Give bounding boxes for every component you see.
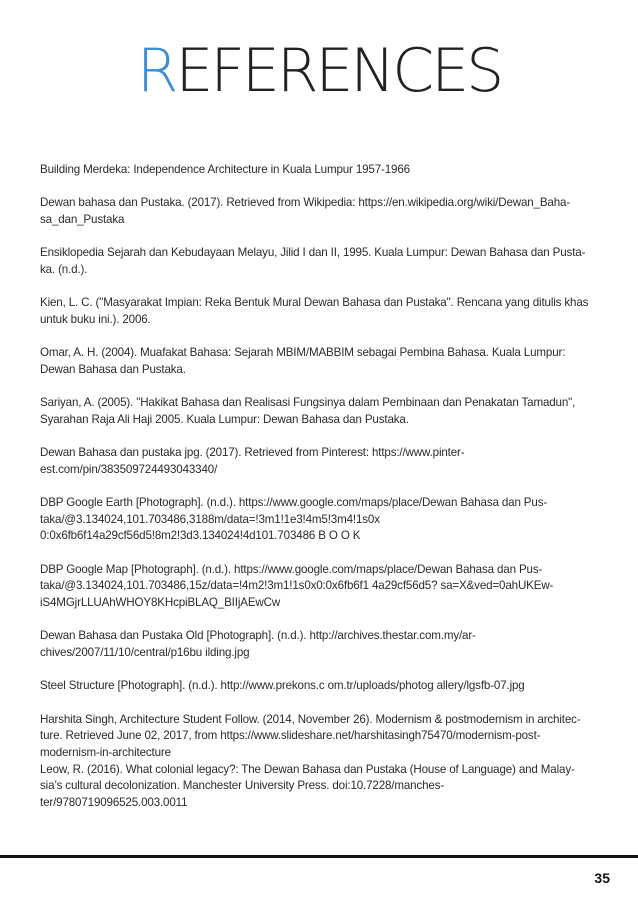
reference-line: Kien, L. C. ("Masyarakat Impian: Reka Bentuk Mural Dewan Bahasa dan Pustaka". Rencana yang ditulis khas bbox=[40, 296, 589, 310]
reference-item bbox=[40, 495, 612, 545]
reference-line: Dewan Bahasa dan Pustaka Old [Photograph]. (n.d.). http://archives.thestar.com.my/ar- bbox=[40, 629, 476, 643]
reference-item bbox=[40, 628, 612, 661]
reference-line: Sariyan, A. (2005). "Hakikat Bahasa dan Realisasi Fungsinya dalam Pembinaan dan Penakatan Tamadun", bbox=[40, 396, 576, 410]
reference-line: chives/2007/11/10/central/p16bu ilding.jpg bbox=[40, 646, 250, 660]
reference-item bbox=[40, 445, 612, 478]
title-rest: EFERENCES bbox=[175, 36, 502, 106]
reference-line: taka/@3.134024,101.703486,15z/data=!4m2!3m1!1s0x0:0x6fb6f1 4a29cf56d5? sa=X&ved=0ahUKEw- bbox=[40, 579, 554, 593]
reference-item bbox=[40, 762, 612, 812]
reference-line: Dewan Bahasa dan Pustaka. bbox=[40, 362, 186, 376]
reference-line: Harshita Singh, Architecture Student Follow. (2014, November 26). Modernism & postmodernism in architec- bbox=[40, 712, 581, 726]
reference-line: modernism-in-architecture bbox=[40, 746, 171, 760]
reference-line: Omar, A. H. (2004). Muafakat Bahasa: Sejarah MBIM/MABBIM sebagai Pembina Bahasa. Kuala Lumpur: bbox=[40, 346, 566, 360]
reference-line: Steel Structure [Photograph]. (n.d.). http://www.prekons.c om.tr/uploads/photog allery/lgsfb-07.jpg bbox=[40, 679, 525, 693]
reference-line: Dewan Bahasa dan pustaka jpg. (2017). Retrieved from Pinterest: https://www.pinter- bbox=[40, 446, 465, 460]
reference-item bbox=[40, 395, 612, 428]
reference-line: untuk buku ini.). 2006. bbox=[40, 312, 151, 326]
reference-line: Dewan bahasa dan Pustaka. (2017). Retrieved from Wikipedia: https://en.wikipedia.org/wiki/Dewan_Baha- bbox=[40, 196, 571, 210]
reference-item bbox=[40, 245, 612, 278]
reference-line: Ensiklopedia Sejarah dan Kebudayaan Melayu, Jilid I dan II, 1995. Kuala Lumpur: Dewan Bahasa dan Pusta- bbox=[40, 246, 586, 260]
page-title bbox=[0, 36, 638, 106]
reference-item bbox=[40, 162, 612, 179]
reference-item bbox=[40, 295, 612, 328]
footer-divider bbox=[0, 855, 638, 858]
reference-line: Syarahan Raja Ali Haji 2005. Kuala Lumpur: Dewan Bahasa dan Pustaka. bbox=[40, 412, 409, 426]
reference-line: DBP Google Earth [Photograph]. (n.d.). https://www.google.com/maps/place/Dewan Bahasa dan Pus- bbox=[40, 496, 548, 510]
reference-list bbox=[40, 162, 612, 828]
reference-line: est.com/pin/383509724493043340/ bbox=[40, 462, 218, 476]
reference-line: sa_dan_Pustaka bbox=[40, 212, 125, 226]
reference-line: DBP Google Map [Photograph]. (n.d.). https://www.google.com/maps/place/Dewan Bahasa dan Pus- bbox=[40, 562, 543, 576]
reference-line: iS4MGjrLLUAhWHOY8KHcpiBLAQ_BIIjAEwCw bbox=[40, 596, 281, 610]
reference-item bbox=[40, 678, 612, 695]
reference-line: ter/9780719096525.003.0011 bbox=[40, 795, 188, 809]
reference-line: ka. (n.d.). bbox=[40, 262, 88, 276]
title-first-letter: R bbox=[136, 36, 176, 106]
reference-line: Building Merdeka: Independence Architecture in Kuala Lumpur 1957-1966 bbox=[40, 163, 410, 176]
reference-item bbox=[40, 562, 612, 612]
reference-item bbox=[40, 345, 612, 378]
reference-item bbox=[40, 712, 612, 762]
reference-line: Leow, R. (2016). What colonial legacy?: The Dewan Bahasa dan Pustaka (House of Language) and Malay- bbox=[40, 762, 575, 776]
reference-item bbox=[40, 195, 612, 228]
page-number: 35 bbox=[594, 870, 610, 886]
reference-line: taka/@3.134024,101.703486,3188m/data=!3m1!1e3!4m5!3m4!1s0x bbox=[40, 512, 380, 526]
reference-line: 0:0x6fb6f14a29cf56d5!8m2!3d3.134024!4d101.703486 B O O K bbox=[40, 529, 361, 543]
reference-line: sia’s cultural decolonization. Manchester University Press. doi:10.7228/manches- bbox=[40, 779, 445, 793]
reference-line: ture. Retrieved June 02, 2017, from https://www.slideshare.net/harshitasingh75470/modernism-post- bbox=[40, 729, 541, 743]
